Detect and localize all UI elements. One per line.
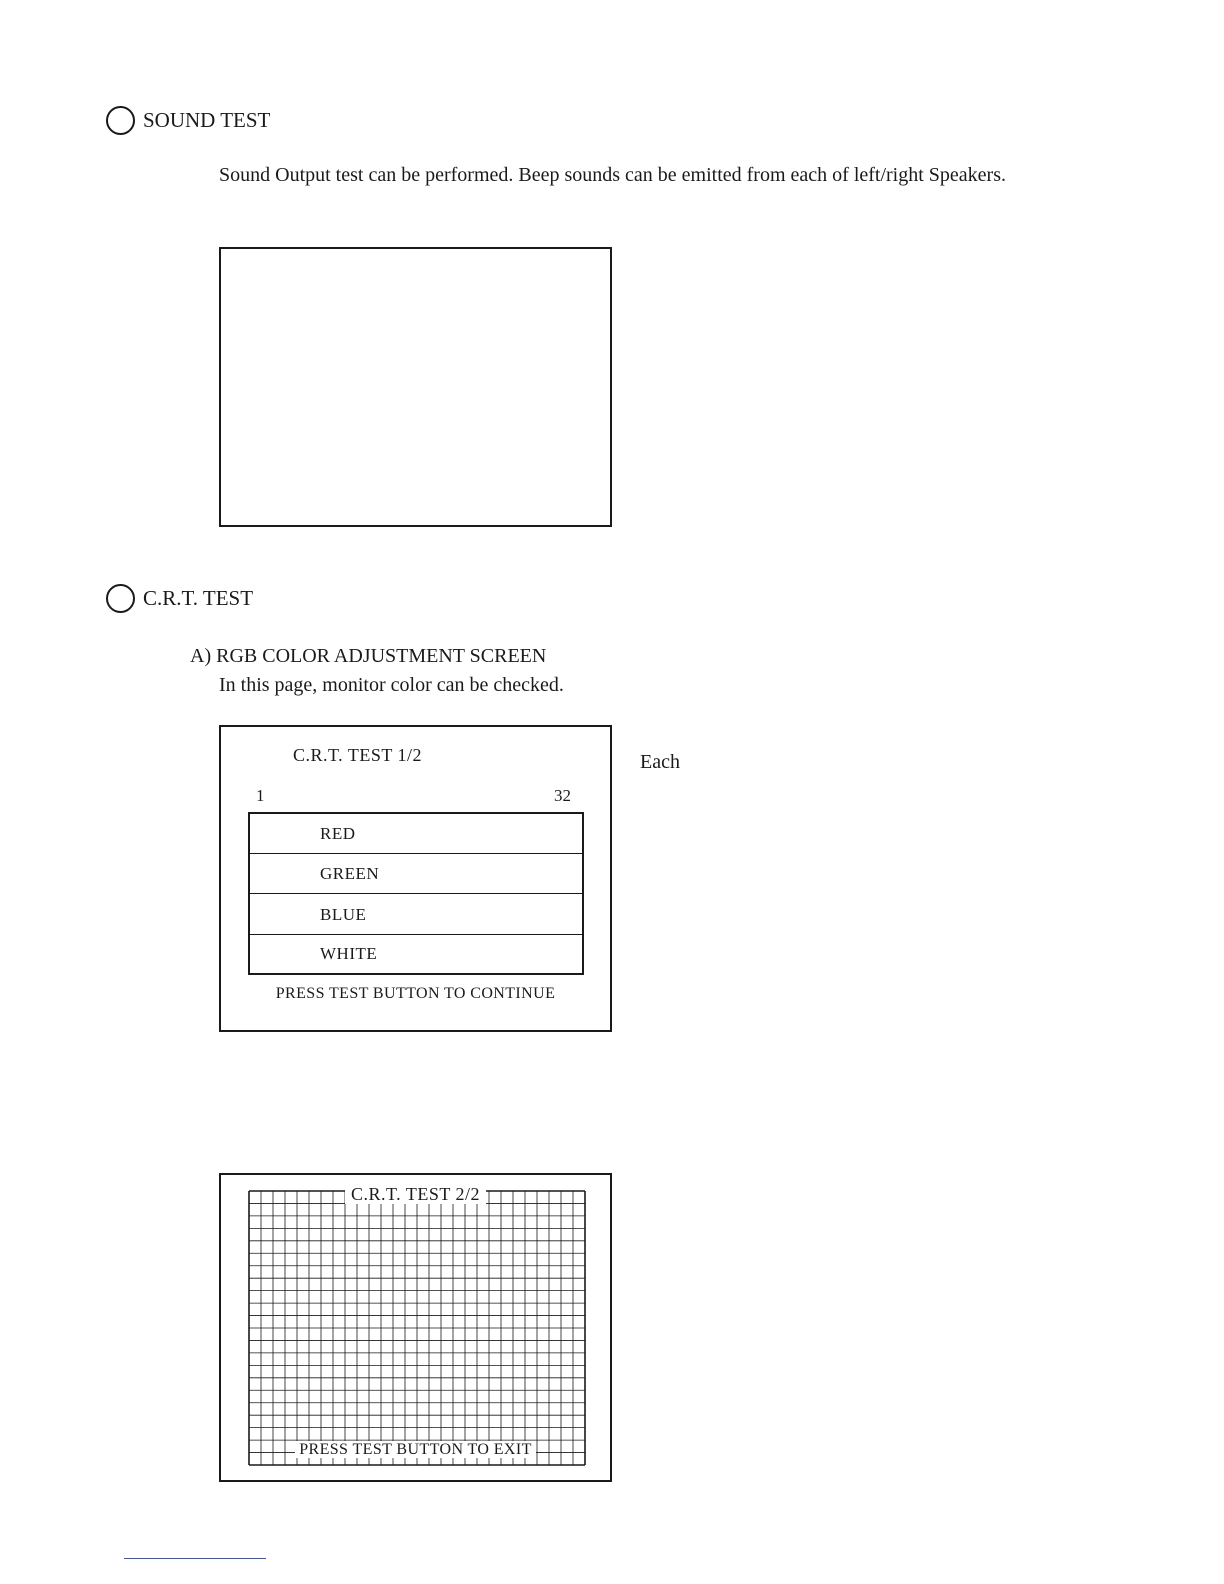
scale-max-label: 32	[554, 786, 571, 805]
bullet-circle-icon	[106, 584, 135, 613]
convergence-grid	[221, 1175, 610, 1480]
crt-test-2-screen	[219, 1173, 612, 1482]
color-row-red	[250, 814, 582, 854]
crt-test-1-footer: PRESS TEST BUTTON TO CONTINUE	[275, 985, 556, 1002]
crt-test-2-title	[221, 1184, 610, 1205]
crt-test-2-footer-text: PRESS TEST BUTTON TO EXIT	[295, 1441, 536, 1458]
crt-test-2-title-text: C.R.T. TEST 2/2	[345, 1184, 486, 1204]
sound-test-screen	[219, 247, 612, 527]
color-row-white	[250, 934, 582, 973]
rgb-adjustment-description: In this page, monitor color can be checked.	[219, 674, 564, 696]
footnote-rule	[124, 1558, 266, 1559]
color-bar-table	[248, 812, 584, 975]
color-row-label: GREEN	[320, 864, 380, 883]
crt-test-1-screen	[219, 725, 612, 1032]
color-row-green	[250, 854, 582, 894]
color-row-label: BLUE	[320, 905, 367, 924]
crt-test-heading-text: C.R.T. TEST	[143, 586, 254, 610]
crt-test-1-title: C.R.T. TEST 1/2	[293, 745, 423, 765]
color-row-blue	[250, 895, 582, 935]
rgb-adjustment-heading: A) RGB COLOR ADJUSTMENT SCREEN	[190, 645, 547, 667]
side-note: Each	[640, 751, 680, 773]
crt-test-heading	[106, 584, 253, 613]
sound-test-heading-text: SOUND TEST	[143, 108, 271, 132]
color-row-label: RED	[320, 824, 356, 843]
scale-min-label: 1	[256, 786, 265, 805]
sound-test-heading	[106, 106, 270, 135]
sound-test-description: Sound Output test can be performed. Beep sounds can be emitted from each of left/right Speakers.	[219, 164, 1006, 186]
bullet-circle-icon	[106, 106, 135, 135]
crt-test-2-footer	[221, 1441, 610, 1459]
color-row-label: WHITE	[320, 944, 378, 963]
